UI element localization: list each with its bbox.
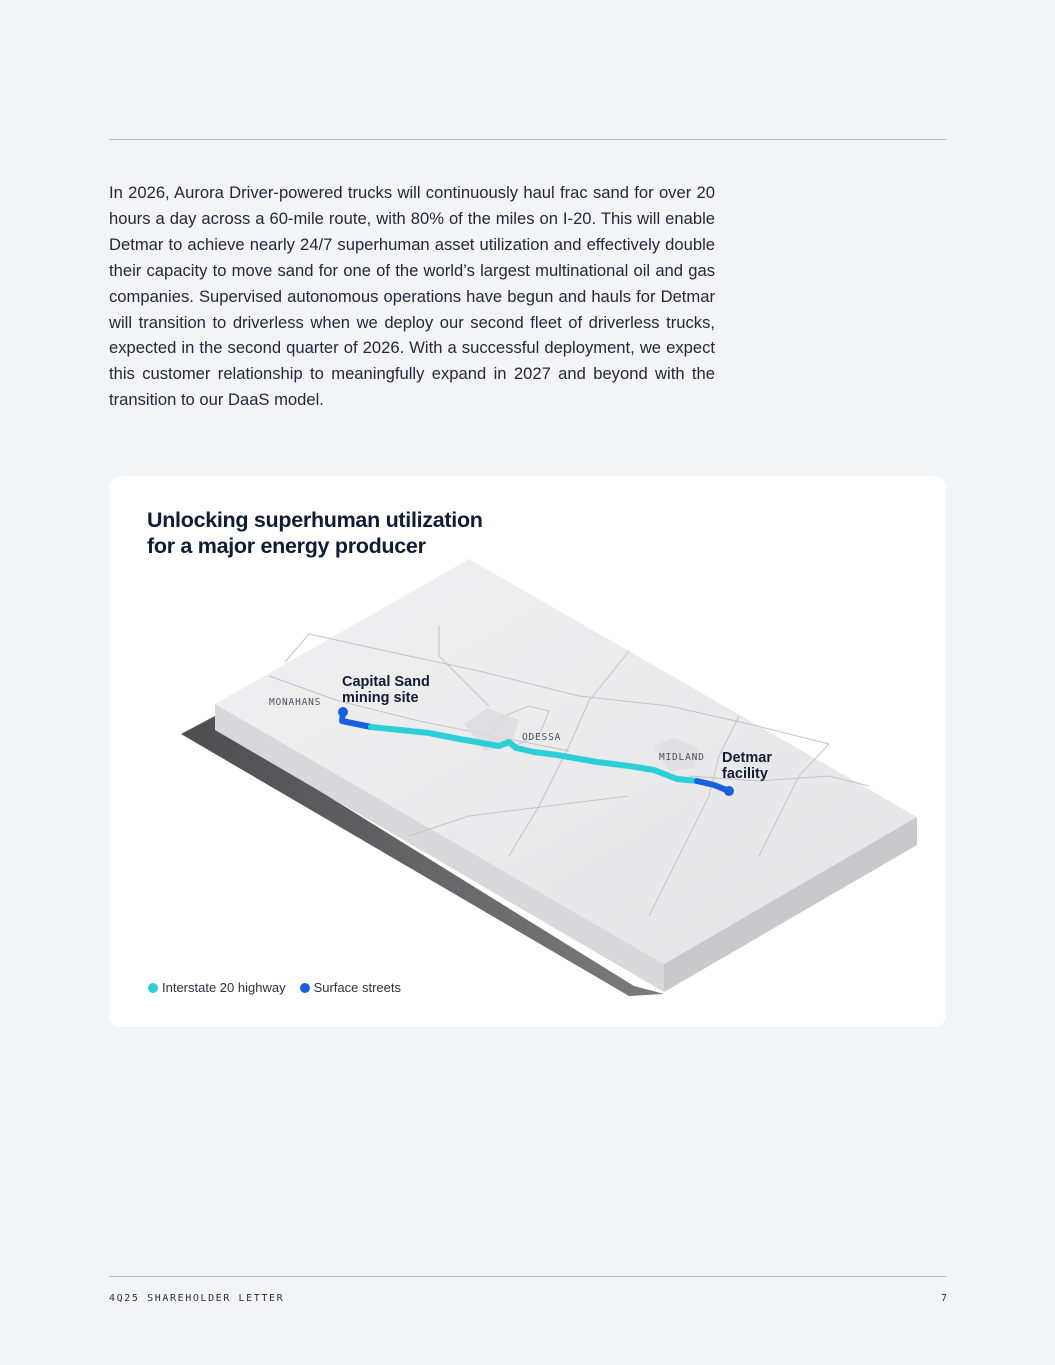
legend-label-highway: Interstate 20 highway [162,980,286,995]
figure-title-line1: Unlocking superhuman utilization [147,508,483,532]
legend-item-highway [148,980,286,995]
footer-document-title: 4Q25 SHAREHOLDER LETTER [109,1293,285,1304]
city-label-odessa: ODESSA [522,732,562,743]
footer-page-number: 7 [940,1293,947,1304]
legend-dot-highway [148,983,158,993]
legend-dot-surface [300,983,310,993]
legend-label-surface: Surface streets [313,980,402,995]
legend-item-surface [300,980,401,995]
origin-marker [338,707,348,717]
map-legend [148,980,415,995]
city-label-midland: MIDLAND [659,752,705,763]
figure-title-line2: for a major energy producer [147,534,426,558]
destination-marker [724,786,734,796]
body-paragraph: In 2026, Aurora Driver-powered trucks will continuously haul frac sand for over 20 hours a day across a 60-mile route, with 80% of the miles on I-20. This will enable Detmar to achieve nearly 24/7 superhuman asset utilization and effectively double their capacity to move sand for one of the world’s largest multinational oil and gas companies. Supervised autonomous operations have begun and hauls for Detmar will transition to driverless when we deploy our second fleet of driverless trucks, expected in the second quarter of 2026. With a successful deployment, we expect this customer relationship to meaningfully expand in 2027 and beyond with the transition to our DaaS model. [109,183,715,410]
origin-label-line2: mining site [342,690,419,706]
route-figure-card [109,476,946,1027]
top-divider [109,139,946,140]
footer-divider [109,1276,946,1277]
figure-title [147,507,527,559]
origin-label-line1: Capital Sand [342,674,430,690]
city-label-monahans: MONAHANS [269,697,322,708]
destination-label-line1: Detmar [722,750,772,766]
destination-label-line2: facility [722,766,768,782]
